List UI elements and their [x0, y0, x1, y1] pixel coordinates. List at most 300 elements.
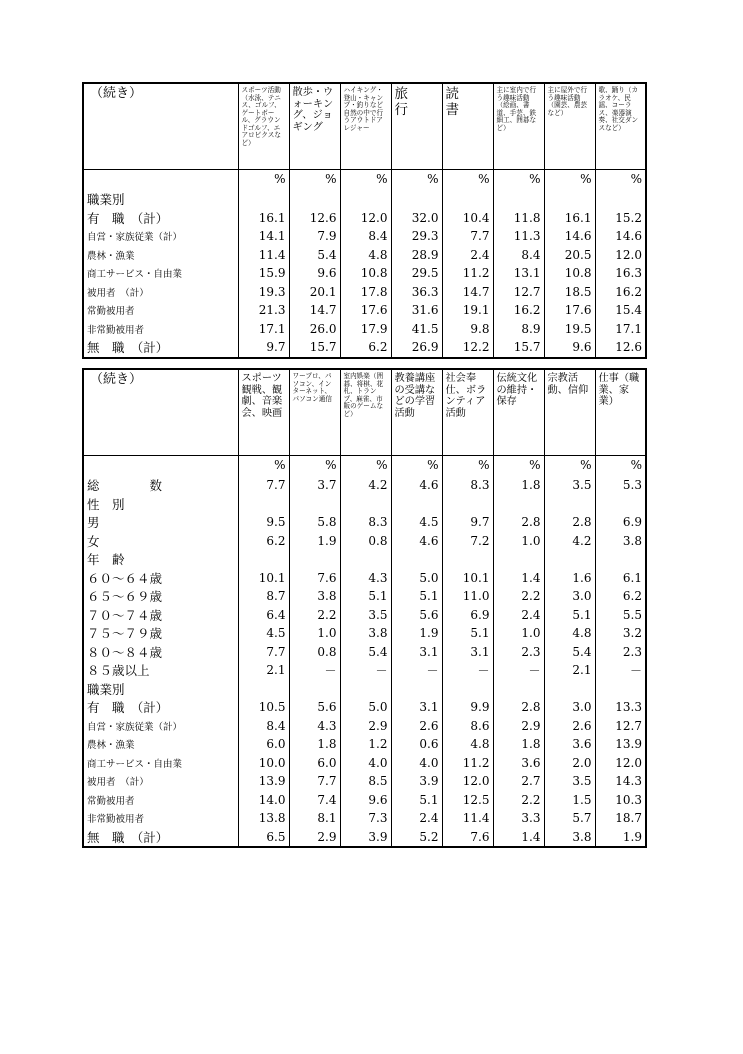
- table-row: [83, 606, 646, 625]
- value-cell: 2.7: [493, 772, 544, 791]
- value-cell: 26.9: [391, 338, 442, 358]
- value-cell: 12.2: [442, 338, 493, 358]
- value-cell: 6.9: [442, 606, 493, 625]
- value-cell: 4.2: [544, 532, 595, 551]
- table-row: [83, 661, 646, 680]
- row-label: 有 職 （計）: [83, 698, 238, 717]
- table-row: [83, 587, 646, 606]
- value-cell: 20.1: [289, 283, 340, 302]
- value-cell: 5.2: [391, 828, 442, 848]
- row-label: 無 職 （計）: [83, 338, 238, 358]
- value-cell: 3.5: [340, 606, 391, 625]
- value-cell: [238, 680, 289, 699]
- value-cell: 10.8: [340, 264, 391, 283]
- hobby-table-2: [82, 368, 647, 848]
- row-label: 非常勤被用者: [83, 809, 238, 828]
- value-cell: 3.1: [391, 698, 442, 717]
- value-cell: 17.1: [615, 321, 642, 336]
- value-cell: 10.8: [544, 264, 595, 283]
- row-label: 自営・家族従業（計）: [83, 717, 238, 736]
- table-row: [83, 283, 646, 302]
- value-cell: 21.3: [238, 301, 289, 320]
- unit-row: [83, 455, 646, 476]
- value-cell: [442, 680, 493, 699]
- value-cell: 1.4: [493, 828, 544, 848]
- column-header: 散歩・ウォーキング、ジョギング: [289, 83, 340, 169]
- value-cell: 14.6: [615, 229, 642, 244]
- value-cell: 31.6: [391, 301, 442, 320]
- value-cell: [289, 495, 340, 514]
- value-cell: 9.6: [340, 791, 391, 810]
- unit-cell: %: [391, 455, 442, 476]
- column-header: 主に屋外で行う趣味活動（園芸、農芸など）: [544, 83, 595, 169]
- column-header: スポーツ観戦、観劇、音楽会、映画: [238, 369, 289, 455]
- column-header: ワープロ、パソコン、インターネット、パソコン通信: [289, 369, 340, 455]
- row-label: 性 別: [83, 495, 238, 514]
- value-cell: 7.6: [442, 828, 493, 848]
- value-cell: [493, 680, 544, 699]
- table-row: [83, 791, 646, 810]
- value-cell: 9.5: [238, 513, 289, 532]
- column-header: 宗教活動、信仰: [544, 369, 595, 455]
- value-cell: 8.3: [340, 513, 391, 532]
- value-cell: [595, 190, 646, 209]
- row-label: 農林・漁業: [83, 246, 238, 265]
- value-cell: [544, 550, 595, 569]
- unit-row: [83, 169, 646, 190]
- unit-cell: %: [340, 455, 391, 476]
- value-cell: 19.3: [238, 283, 289, 302]
- value-cell: 6.1: [622, 570, 642, 585]
- value-cell: 7.2: [442, 532, 493, 551]
- table-row: [83, 698, 646, 717]
- value-cell: 2.2: [289, 606, 340, 625]
- value-cell: 29.5: [391, 264, 442, 283]
- table-row: [83, 809, 646, 828]
- value-cell: 14.0: [238, 791, 289, 810]
- column-header: 仕事（職業、家業）: [595, 369, 646, 455]
- unit-cell: %: [238, 169, 289, 190]
- value-cell: [544, 680, 595, 699]
- table-row: [83, 717, 646, 736]
- value-cell: 2.9: [340, 717, 391, 736]
- value-cell: 5.6: [391, 606, 442, 625]
- value-cell: 36.3: [391, 283, 442, 302]
- row-label: 年 齢: [83, 550, 238, 569]
- value-cell: 5.7: [544, 809, 595, 828]
- value-cell: 7.7: [442, 227, 493, 246]
- table-row: [83, 246, 646, 265]
- value-cell: 1.4: [493, 569, 544, 588]
- value-cell: 11.2: [442, 264, 493, 283]
- value-cell: 8.1: [289, 809, 340, 828]
- value-cell: 2.6: [391, 717, 442, 736]
- table-row: [83, 320, 646, 339]
- value-cell: 5.1: [442, 624, 493, 643]
- value-cell: 2.2: [493, 587, 544, 606]
- value-cell: [391, 190, 442, 209]
- value-cell: 10.3: [615, 792, 642, 807]
- value-cell: 8.4: [238, 717, 289, 736]
- value-cell: 4.2: [340, 476, 391, 495]
- column-header: 主に室内で行う趣味活動（絵画、書道、手芸、鉄細工、囲碁など）: [493, 83, 544, 169]
- value-cell: [544, 495, 595, 514]
- header-row: [83, 83, 646, 169]
- value-cell: 17.6: [340, 301, 391, 320]
- row-label: 非常勤被用者: [83, 320, 238, 339]
- value-cell: 7.7: [238, 643, 289, 662]
- value-cell: 3.9: [391, 772, 442, 791]
- value-cell: 2.1: [238, 661, 289, 680]
- value-cell: 5.1: [340, 587, 391, 606]
- value-cell: [238, 190, 289, 209]
- value-cell: 3.2: [622, 626, 642, 641]
- row-label: 職業別: [83, 680, 238, 699]
- value-cell: [493, 550, 544, 569]
- value-cell: 7.6: [289, 569, 340, 588]
- row-label: 男: [83, 513, 238, 532]
- value-cell: [289, 190, 340, 209]
- value-cell: 3.0: [544, 698, 595, 717]
- value-cell: 26.0: [289, 320, 340, 339]
- value-cell: 11.4: [442, 809, 493, 828]
- value-cell: 12.7: [615, 718, 642, 733]
- value-cell: 4.5: [391, 513, 442, 532]
- value-cell: 7.7: [238, 476, 289, 495]
- column-header: 旅 行: [391, 83, 442, 169]
- value-cell: －: [289, 661, 340, 680]
- value-cell: 8.4: [340, 227, 391, 246]
- value-cell: [442, 495, 493, 514]
- unit-cell: %: [493, 455, 544, 476]
- value-cell: 9.8: [442, 320, 493, 339]
- value-cell: 16.3: [615, 266, 642, 281]
- column-header: 伝統文化の維持・保存: [493, 369, 544, 455]
- value-cell: 16.1: [544, 209, 595, 228]
- value-cell: 1.8: [289, 735, 340, 754]
- value-cell: 8.4: [493, 246, 544, 265]
- value-cell: [391, 680, 442, 699]
- table-row: [83, 772, 646, 791]
- table-row: [83, 643, 646, 662]
- row-label: 無 職 （計）: [83, 828, 238, 848]
- value-cell: 2.3: [493, 643, 544, 662]
- table-row: [83, 735, 646, 754]
- value-cell: 9.6: [289, 264, 340, 283]
- table-row: [83, 264, 646, 283]
- value-cell: 6.0: [238, 735, 289, 754]
- value-cell: 0.6: [391, 735, 442, 754]
- value-cell: [238, 495, 289, 514]
- value-cell: 5.4: [544, 643, 595, 662]
- value-cell: 18.7: [615, 811, 642, 826]
- value-cell: 5.0: [340, 698, 391, 717]
- value-cell: [340, 495, 391, 514]
- table-row: [83, 209, 646, 228]
- value-cell: 9.7: [442, 513, 493, 532]
- value-cell: 1.2: [340, 735, 391, 754]
- value-cell: 28.9: [391, 246, 442, 265]
- value-cell: 13.8: [238, 809, 289, 828]
- value-cell: 3.3: [493, 809, 544, 828]
- value-cell: 4.8: [340, 246, 391, 265]
- value-cell: 16.1: [238, 209, 289, 228]
- value-cell: 7.4: [289, 791, 340, 810]
- unit-cell: %: [544, 455, 595, 476]
- value-cell: 15.7: [493, 338, 544, 358]
- unit-cell: %: [340, 169, 391, 190]
- value-cell: 12.5: [442, 791, 493, 810]
- value-cell: 4.6: [391, 532, 442, 551]
- value-cell: 2.9: [289, 828, 340, 848]
- value-cell: 2.8: [544, 513, 595, 532]
- value-cell: 2.8: [493, 513, 544, 532]
- value-cell: 3.0: [544, 587, 595, 606]
- value-cell: 12.0: [615, 755, 642, 770]
- value-cell: 2.0: [544, 754, 595, 773]
- value-cell: 15.9: [238, 264, 289, 283]
- row-label: 常勤被用者: [83, 791, 238, 810]
- value-cell: 12.0: [340, 209, 391, 228]
- value-cell: 13.1: [493, 264, 544, 283]
- value-cell: 5.3: [622, 478, 642, 493]
- value-cell: 6.2: [340, 338, 391, 358]
- value-cell: 11.4: [238, 246, 289, 265]
- value-cell: 3.5: [544, 772, 595, 791]
- value-cell: 6.2: [238, 532, 289, 551]
- value-cell: 14.6: [544, 227, 595, 246]
- column-header: 読 書: [442, 83, 493, 169]
- row-label: 被用者 （計）: [83, 772, 238, 791]
- value-cell: 4.8: [442, 735, 493, 754]
- value-cell: 7.7: [289, 772, 340, 791]
- value-cell: 1.9: [391, 624, 442, 643]
- table-row: [83, 624, 646, 643]
- column-header: 社会奉仕、ボランティア活動: [442, 369, 493, 455]
- value-cell: 2.8: [493, 698, 544, 717]
- value-cell: 13.3: [615, 700, 642, 715]
- value-cell: 5.1: [544, 606, 595, 625]
- value-cell: 11.8: [493, 209, 544, 228]
- value-cell: 12.7: [493, 283, 544, 302]
- value-cell: 2.2: [493, 791, 544, 810]
- value-cell: 16.2: [493, 301, 544, 320]
- value-cell: 1.5: [544, 791, 595, 810]
- hobby-table-1: [82, 82, 647, 359]
- value-cell: [340, 680, 391, 699]
- value-cell: 1.0: [493, 624, 544, 643]
- value-cell: 3.5: [544, 476, 595, 495]
- value-cell: 0.8: [340, 532, 391, 551]
- unit-cell: %: [289, 455, 340, 476]
- value-cell: 15.7: [289, 338, 340, 358]
- table-row: [83, 550, 646, 569]
- value-cell: 20.5: [544, 246, 595, 265]
- value-cell: 1.6: [544, 569, 595, 588]
- value-cell: 12.6: [615, 340, 642, 355]
- value-cell: [442, 550, 493, 569]
- row-label: 農林・漁業: [83, 735, 238, 754]
- value-cell: 8.3: [442, 476, 493, 495]
- value-cell: 3.8: [622, 533, 642, 548]
- value-cell: 13.9: [615, 737, 642, 752]
- unit-cell: %: [391, 169, 442, 190]
- value-cell: 10.1: [238, 569, 289, 588]
- table-row: [83, 476, 646, 495]
- value-cell: 15.2: [615, 210, 642, 225]
- value-cell: [595, 680, 646, 699]
- row-label: ７０～７４歳: [83, 606, 238, 625]
- value-cell: 14.3: [615, 774, 642, 789]
- value-cell: 2.6: [544, 717, 595, 736]
- value-cell: 0.8: [289, 643, 340, 662]
- value-cell: 3.1: [391, 643, 442, 662]
- table-row: [83, 754, 646, 773]
- value-cell: 9.6: [544, 338, 595, 358]
- value-cell: 19.1: [442, 301, 493, 320]
- value-cell: [340, 550, 391, 569]
- value-cell: 8.7: [238, 587, 289, 606]
- value-cell: 10.0: [238, 754, 289, 773]
- value-cell: －: [493, 661, 544, 680]
- value-cell: 5.8: [289, 513, 340, 532]
- table-row: [83, 513, 646, 532]
- value-cell: 1.8: [493, 735, 544, 754]
- value-cell: －: [442, 661, 493, 680]
- value-cell: [442, 190, 493, 209]
- value-cell: 1.9: [289, 532, 340, 551]
- value-cell: 32.0: [391, 209, 442, 228]
- value-cell: 4.5: [238, 624, 289, 643]
- value-cell: 2.4: [442, 246, 493, 265]
- row-label: 常勤被用者: [83, 301, 238, 320]
- column-header: スポーツ活動（水泳、テニス、ゴルフ、ゲートボール、グラウンドゴルフ、エアロビクスなど）: [238, 83, 289, 169]
- value-cell: 8.9: [493, 320, 544, 339]
- row-label: ８０～８４歳: [83, 643, 238, 662]
- value-cell: [493, 190, 544, 209]
- value-cell: 2.1: [544, 661, 595, 680]
- value-cell: 18.5: [544, 283, 595, 302]
- value-cell: 2.4: [391, 809, 442, 828]
- row-label: 総 数: [83, 476, 238, 495]
- value-cell: 2.4: [493, 606, 544, 625]
- value-cell: [595, 495, 646, 514]
- value-cell: 3.7: [289, 476, 340, 495]
- unit-cell: %: [544, 169, 595, 190]
- value-cell: 14.7: [442, 283, 493, 302]
- row-label: ６５～６９歳: [83, 587, 238, 606]
- row-label: 商工サービス・自由業: [83, 754, 238, 773]
- value-cell: 17.1: [238, 320, 289, 339]
- row-label: 自営・家族従業（計）: [83, 227, 238, 246]
- value-cell: 11.3: [493, 227, 544, 246]
- value-cell: 4.3: [340, 569, 391, 588]
- value-cell: [595, 550, 646, 569]
- unit-row-label: [83, 455, 238, 476]
- value-cell: 15.4: [615, 303, 642, 318]
- value-cell: －: [340, 661, 391, 680]
- value-cell: 4.3: [289, 717, 340, 736]
- value-cell: [391, 550, 442, 569]
- value-cell: 9.7: [238, 338, 289, 358]
- value-cell: 14.1: [238, 227, 289, 246]
- value-cell: 29.3: [391, 227, 442, 246]
- unit-cell: %: [238, 455, 289, 476]
- value-cell: 10.5: [238, 698, 289, 717]
- value-cell: 2.9: [493, 717, 544, 736]
- value-cell: 6.2: [622, 589, 642, 604]
- header-row: [83, 369, 646, 455]
- value-cell: －: [629, 663, 642, 678]
- unit-cell: %: [630, 457, 642, 472]
- value-cell: 3.8: [544, 828, 595, 848]
- unit-cell: %: [289, 169, 340, 190]
- value-cell: 5.6: [289, 698, 340, 717]
- value-cell: [289, 550, 340, 569]
- row-label: ８５歳以上: [83, 661, 238, 680]
- value-cell: 3.9: [340, 828, 391, 848]
- value-cell: [340, 190, 391, 209]
- table-row: [83, 301, 646, 320]
- unit-cell: %: [442, 169, 493, 190]
- table-row: [83, 828, 646, 848]
- table-row: [83, 680, 646, 699]
- value-cell: 4.8: [544, 624, 595, 643]
- value-cell: 9.9: [442, 698, 493, 717]
- value-cell: 3.8: [340, 624, 391, 643]
- value-cell: 3.6: [544, 735, 595, 754]
- value-cell: [391, 495, 442, 514]
- corner-label: （続き）: [83, 83, 238, 169]
- unit-cell: %: [442, 455, 493, 476]
- table-row: [83, 227, 646, 246]
- value-cell: 6.9: [622, 515, 642, 530]
- value-cell: 10.4: [442, 209, 493, 228]
- value-cell: 1.9: [622, 829, 642, 844]
- row-label: ７５～７９歳: [83, 624, 238, 643]
- value-cell: 5.1: [391, 791, 442, 810]
- row-label: 商工サービス・自由業: [83, 264, 238, 283]
- value-cell: [493, 495, 544, 514]
- value-cell: 16.2: [615, 284, 642, 299]
- unit-cell: %: [493, 169, 544, 190]
- unit-row-label: [83, 169, 238, 190]
- value-cell: －: [391, 661, 442, 680]
- value-cell: 6.0: [289, 754, 340, 773]
- value-cell: 4.0: [340, 754, 391, 773]
- value-cell: 1.0: [289, 624, 340, 643]
- value-cell: 3.1: [442, 643, 493, 662]
- value-cell: 4.6: [391, 476, 442, 495]
- column-header: ハイキング・登山・キャンプ・釣りなど自然の中で行うアウトドアレジャー: [340, 83, 391, 169]
- value-cell: 11.0: [442, 587, 493, 606]
- value-cell: 5.4: [340, 643, 391, 662]
- value-cell: 5.4: [289, 246, 340, 265]
- value-cell: 3.8: [289, 587, 340, 606]
- value-cell: 7.3: [340, 809, 391, 828]
- row-label: 職業別: [83, 190, 238, 209]
- value-cell: 12.0: [442, 772, 493, 791]
- value-cell: 12.6: [289, 209, 340, 228]
- value-cell: [238, 550, 289, 569]
- value-cell: 19.5: [544, 320, 595, 339]
- value-cell: 13.9: [238, 772, 289, 791]
- value-cell: 2.3: [622, 644, 642, 659]
- value-cell: 14.7: [289, 301, 340, 320]
- row-label: ６０～６４歳: [83, 569, 238, 588]
- value-cell: 11.2: [442, 754, 493, 773]
- row-label: 有 職 （計）: [83, 209, 238, 228]
